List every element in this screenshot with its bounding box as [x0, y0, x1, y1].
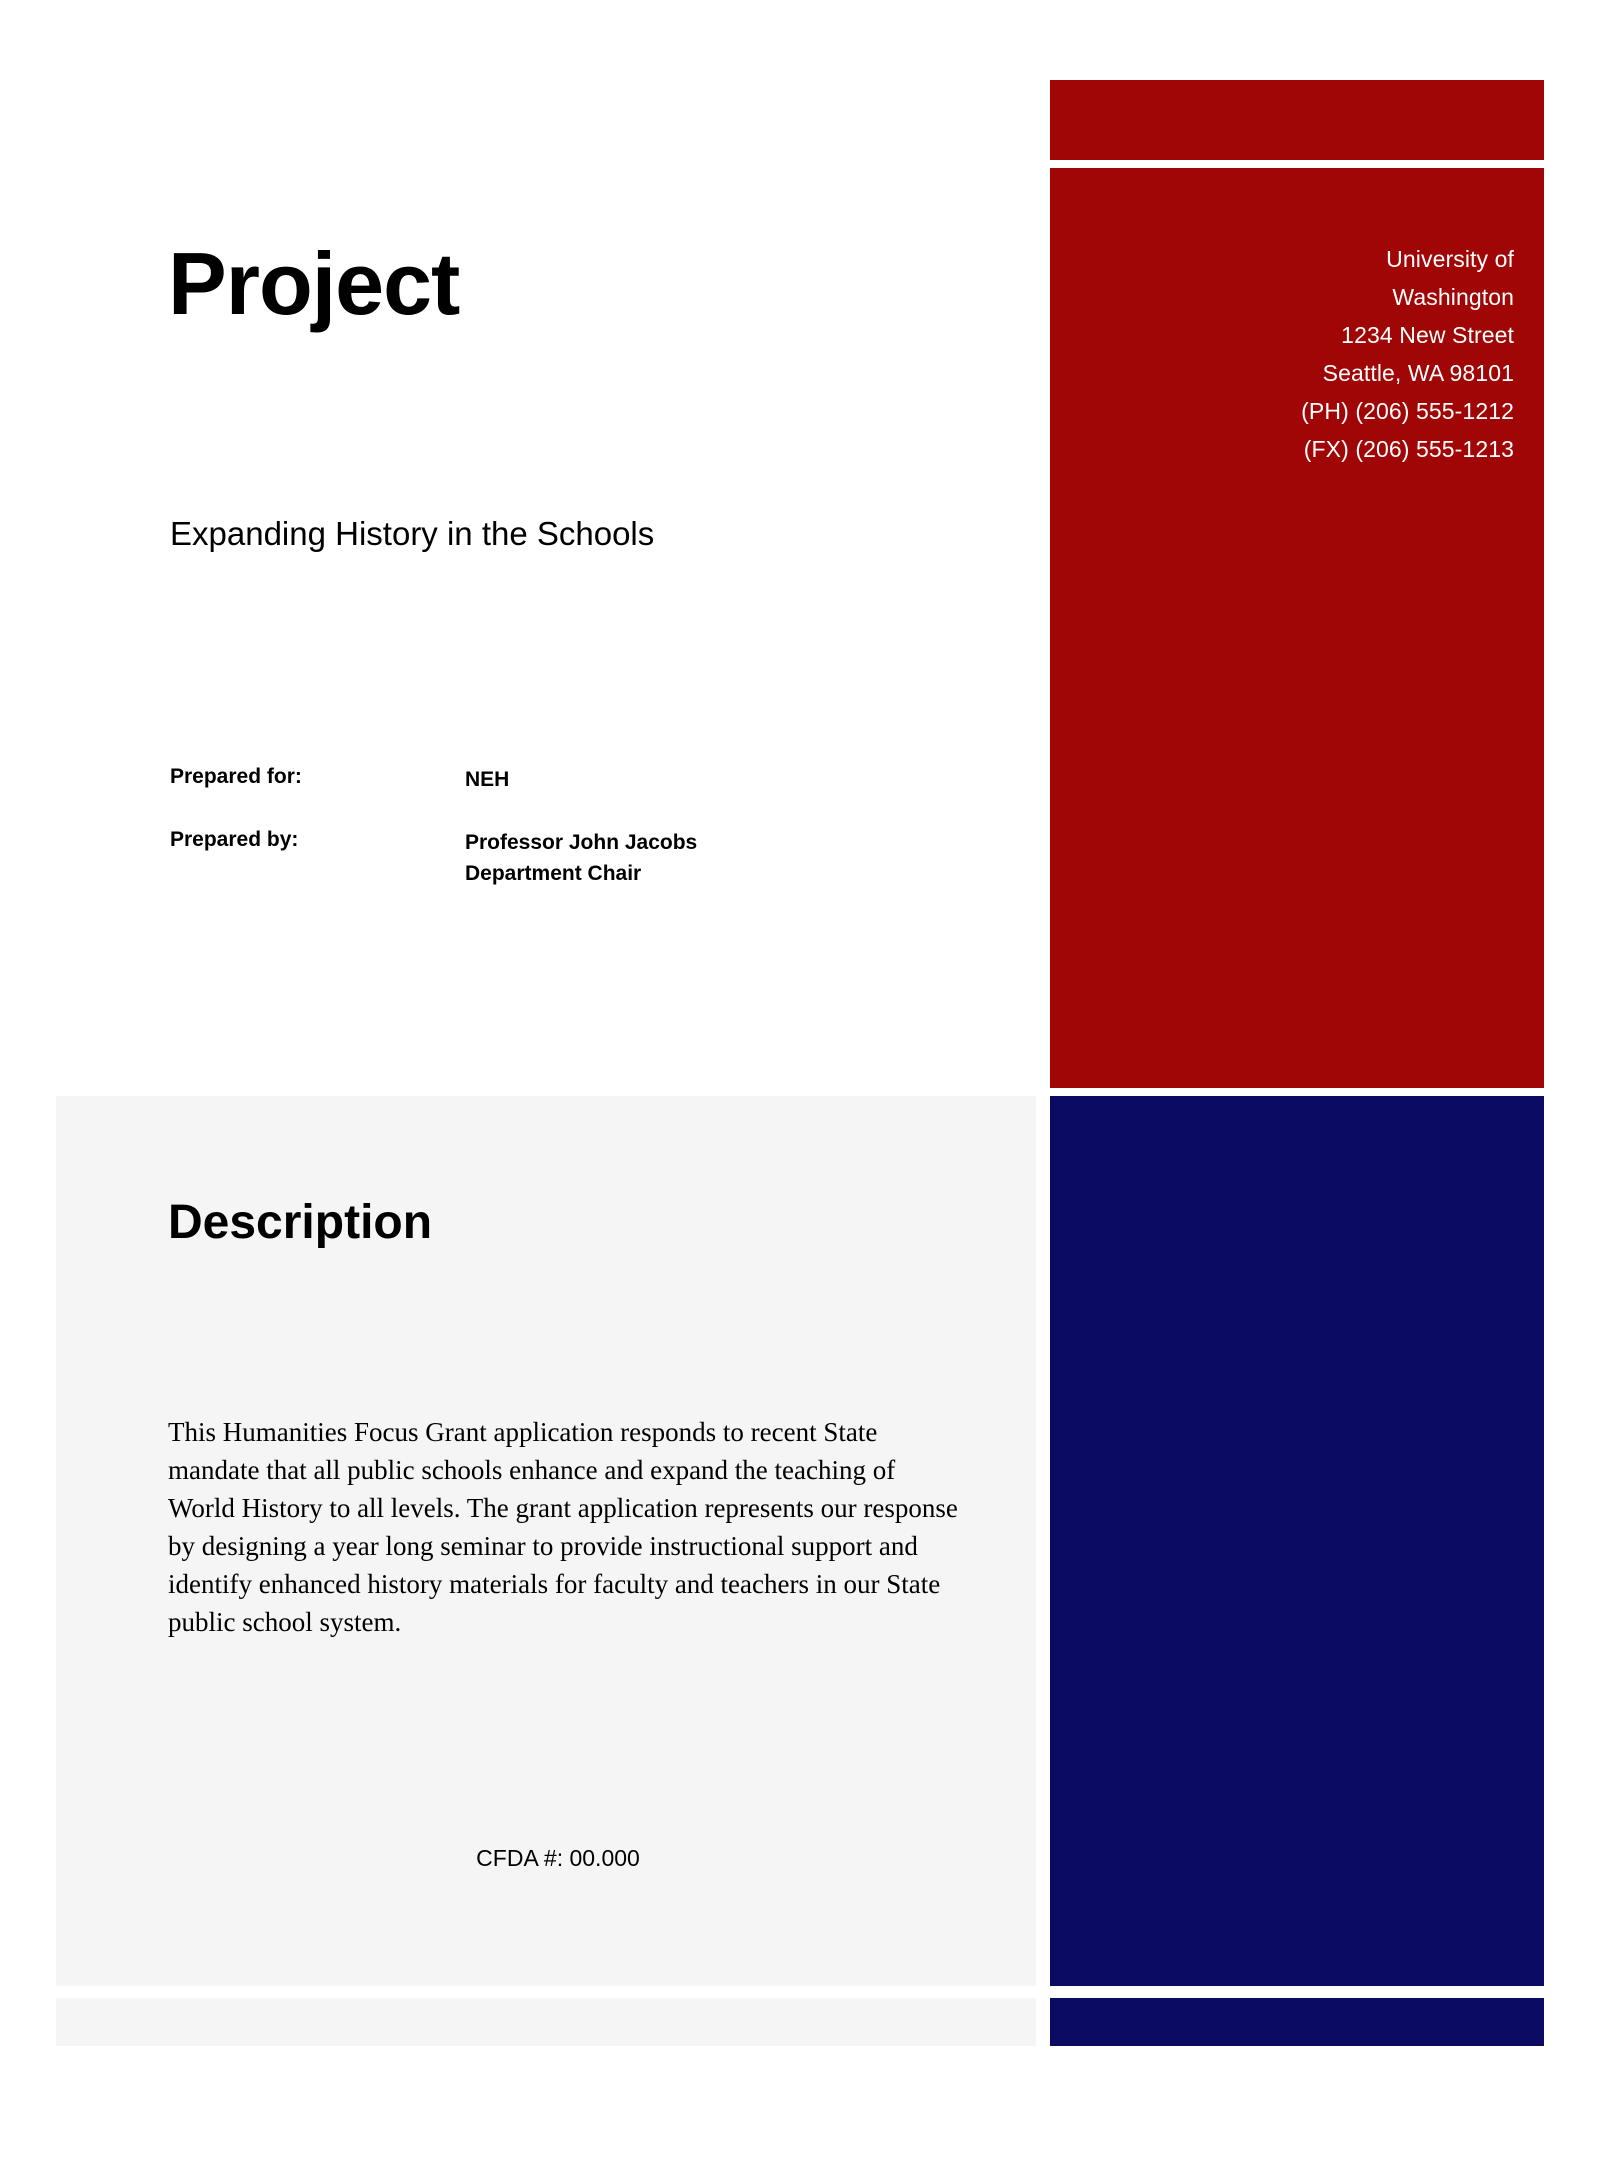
red-sidebar-panel — [1050, 168, 1544, 1088]
prepared-by-value-line: Department Chair — [465, 861, 642, 885]
address-line: Seattle, WA 98101 — [1322, 360, 1514, 386]
red-accent-bar-top — [1050, 80, 1544, 160]
prepared-for-row — [170, 765, 697, 795]
description-panel-footer-strip — [56, 1998, 1036, 2046]
address-line: Washington — [1392, 284, 1514, 310]
page-subtitle: Expanding History in the Schools — [170, 515, 655, 552]
address-line-phone: (PH) (206) 555-1212 — [1301, 398, 1514, 424]
prepared-for-value-line: NEH — [465, 768, 510, 791]
cfda-number: CFDA #: 00.000 — [476, 1845, 640, 1871]
prepared-info — [170, 765, 697, 922]
description-body: This Humanities Focus Grant application responds to recent State mandate that all public schools enhance and expand the teaching of World History to all levels. The grant application represents our response by designing a year long seminar to provide instructional support and identify enhanced history materials for faculty and teachers in our State public school system. — [168, 1417, 958, 1637]
navy-footer-strip — [1050, 1998, 1544, 2046]
address-line: University of — [1386, 246, 1514, 272]
address-line-fax: (FX) (206) 555-1213 — [1303, 436, 1514, 462]
page-title: Project — [168, 234, 460, 333]
prepared-by-label: Prepared by: — [170, 828, 299, 852]
navy-sidebar-panel — [1050, 1096, 1544, 1986]
prepared-for-value — [465, 765, 509, 795]
prepared-by-row — [170, 828, 697, 889]
address-line: 1234 New Street — [1341, 322, 1514, 348]
prepared-for-label: Prepared for: — [170, 765, 302, 788]
prepared-by-value-line: Professor John Jacobs — [465, 831, 698, 855]
prepared-by-value — [465, 828, 697, 889]
organization-address — [1154, 240, 1514, 468]
description-heading: Description — [168, 1196, 433, 1249]
